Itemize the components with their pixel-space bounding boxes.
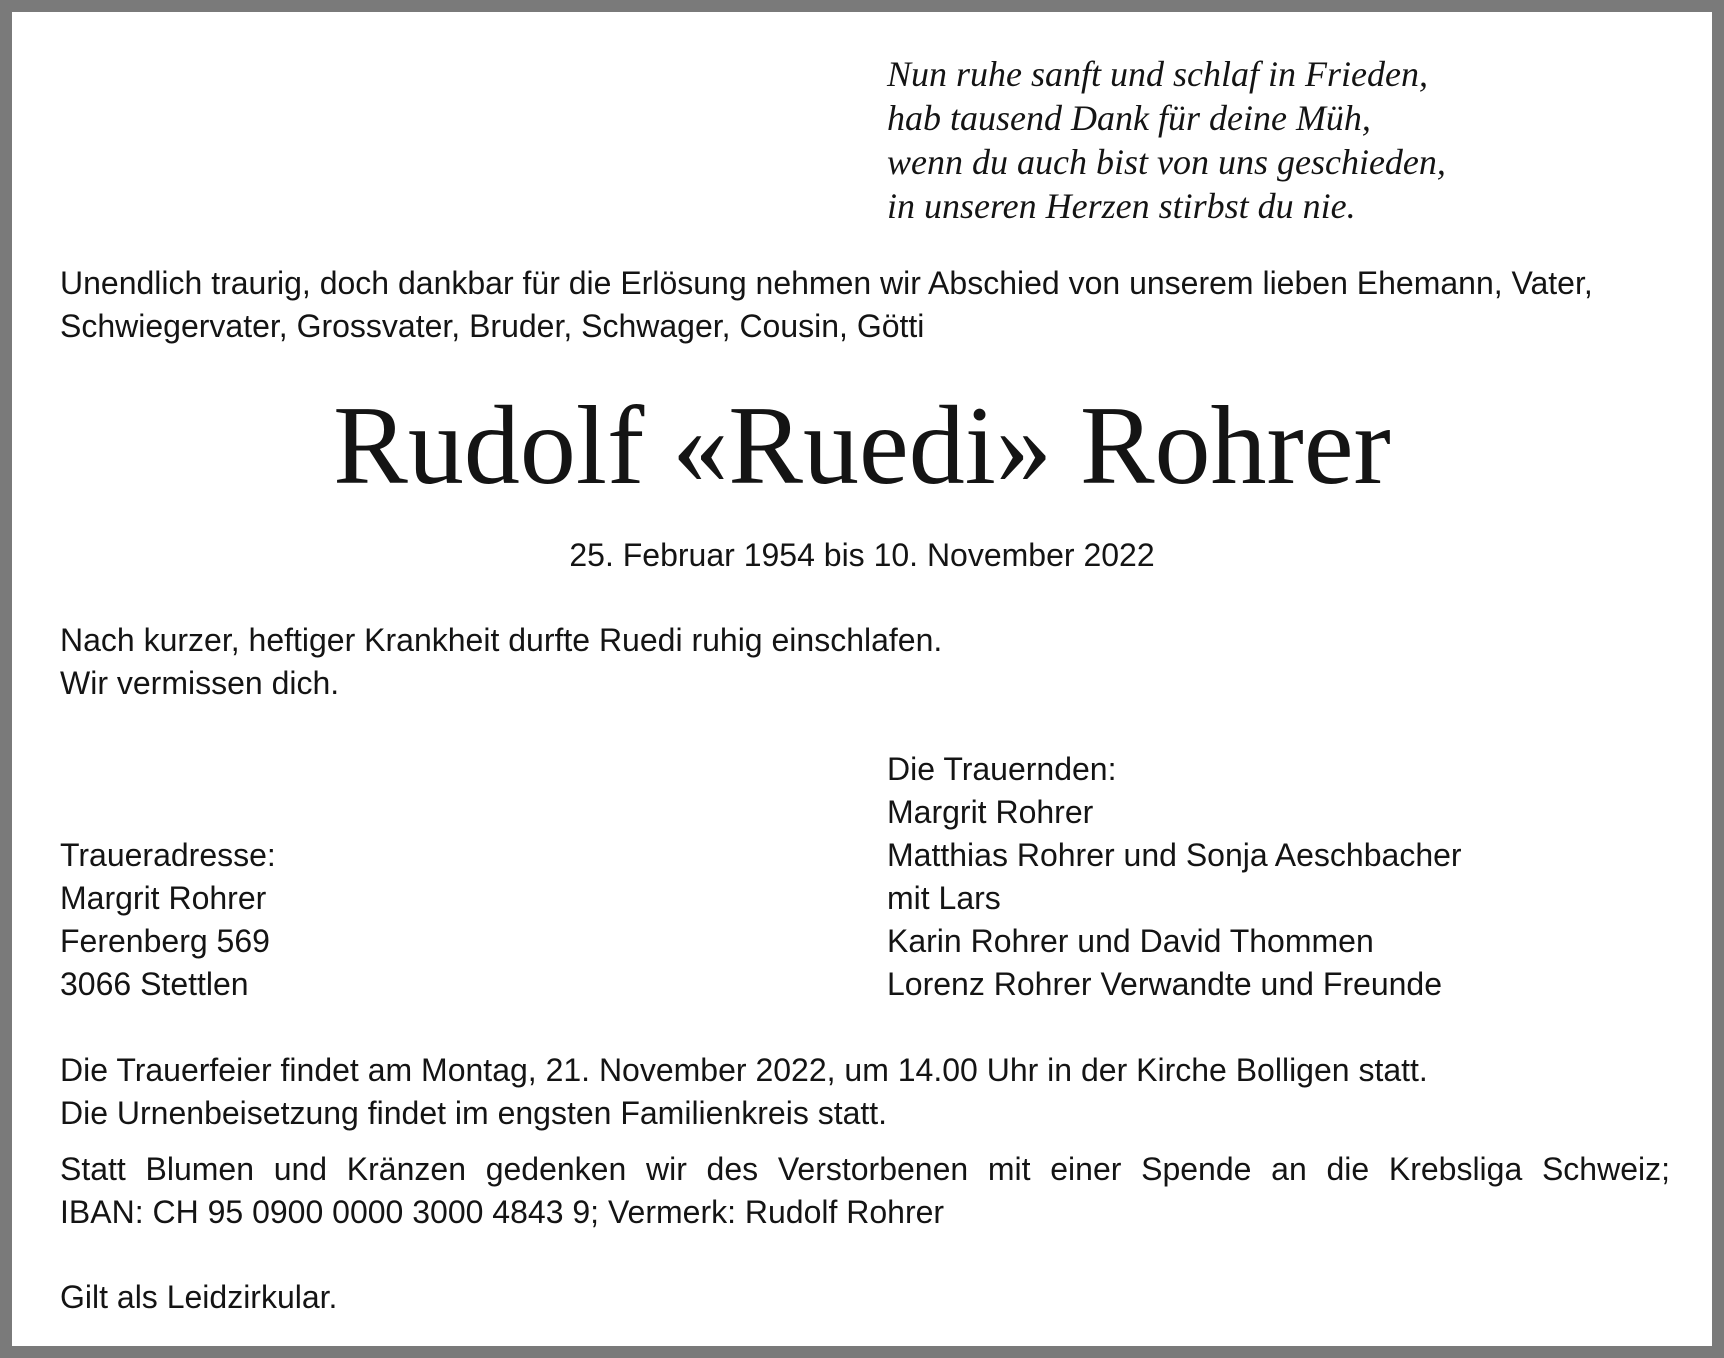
memorial-poem (887, 52, 1446, 228)
address-city: 3066 Stettlen (60, 966, 249, 1002)
farewell-message (60, 619, 942, 705)
donation-iban: IBAN: CH 95 0900 0000 3000 4843 9; Vermerk: Rudolf Rohrer (60, 1194, 945, 1230)
donation-line: Statt Blumen und Kränzen gedenken wir des Verstorbenen mit einer Spende an die Krebsliga Schweiz; (60, 1151, 1670, 1187)
mourning-address (60, 834, 276, 1006)
deceased-name: Rudolf «Ruedi» Rohrer (333, 384, 1391, 508)
life-dates: 25. Februar 1954 bis 10. November 2022 (569, 537, 1155, 573)
poem-line: hab tausend Dank für deine Müh, (887, 98, 1371, 138)
poem-line: Nun ruhe sanft und schlaf in Frieden, (887, 54, 1428, 94)
message-line: Wir vermissen dich. (60, 665, 340, 701)
ceremony-line: Die Urnenbeisetzung findet im engsten Familienkreis statt. (60, 1095, 888, 1131)
mourner-entry: Lorenz Rohrer Verwandte und Freunde (887, 966, 1443, 1002)
address-name: Margrit Rohrer (60, 880, 267, 916)
closing-note: Gilt als Leidzirkular. (60, 1279, 338, 1315)
mourner-entry: Matthias Rohrer und Sonja Aeschbacher (887, 837, 1462, 873)
ceremony-info (60, 1049, 1428, 1135)
poem-line: in unseren Herzen stirbst du nie. (887, 186, 1356, 226)
mourner-entry: Karin Rohrer und David Thommen (887, 923, 1374, 959)
mourners-list (887, 748, 1462, 1006)
intro-text: Unendlich traurig, doch dankbar für die Erlösung nehmen wir Abschied von unserem lieben Ehemann, Vater, Schwiegervater, Grossvater, Bruder, Schwager, Cousin, Götti (60, 265, 1593, 344)
mourner-entry: mit Lars (887, 880, 1001, 916)
obituary-notice (12, 12, 1712, 1346)
message-line: Nach kurzer, heftiger Krankheit durfte Ruedi ruhig einschlafen. (60, 622, 943, 658)
poem-line: wenn du auch bist von uns geschieden, (887, 142, 1446, 182)
address-street: Ferenberg 569 (60, 923, 270, 959)
address-heading: Traueradresse: (60, 837, 276, 873)
donation-info (60, 1148, 1670, 1234)
mourners-heading: Die Trauernden: (887, 751, 1117, 787)
mourner-entry: Margrit Rohrer (887, 794, 1094, 830)
ceremony-line: Die Trauerfeier findet am Montag, 21. November 2022, um 14.00 Uhr in der Kirche Bolligen statt. (60, 1052, 1428, 1088)
